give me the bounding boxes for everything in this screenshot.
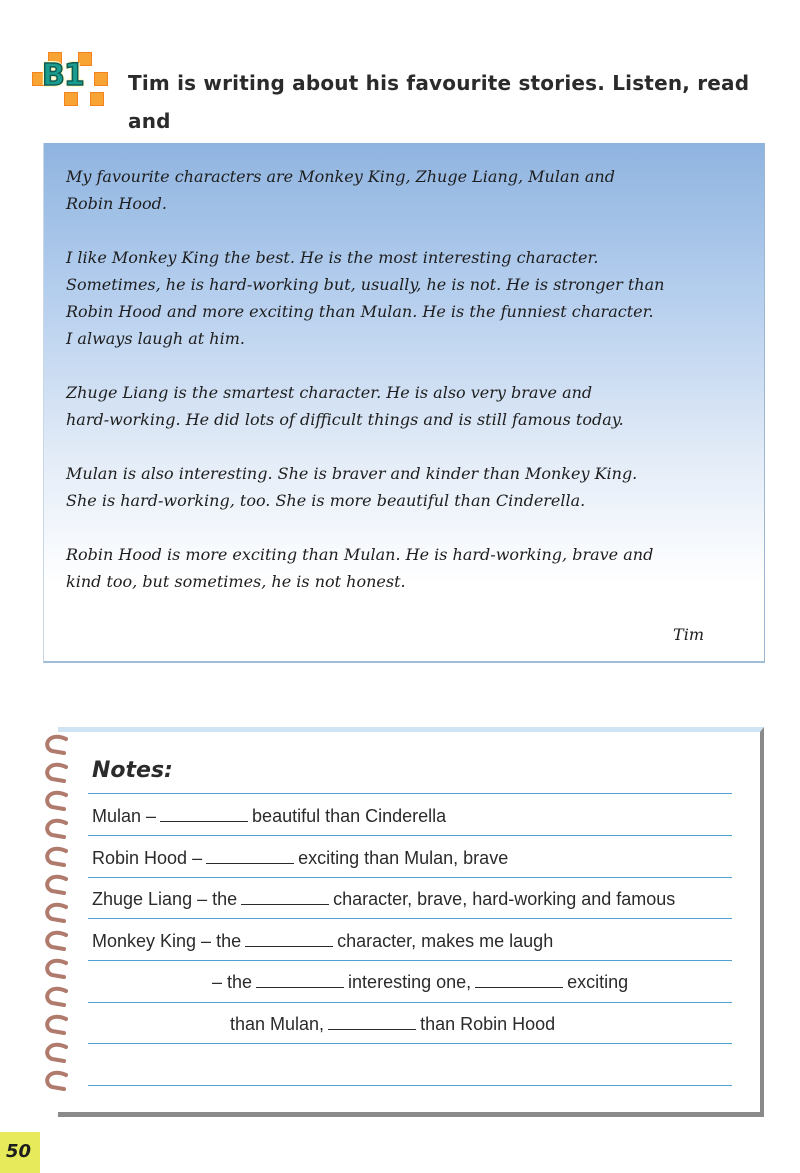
note-line-monkey-king: Monkey King – the character, makes me laugh <box>92 931 554 951</box>
badge-square-icon <box>94 72 108 86</box>
answer-blank[interactable] <box>256 971 344 988</box>
spiral-binding-icon <box>38 727 78 1102</box>
note-rule <box>88 918 732 919</box>
paragraph-5: Robin Hood is more exciting than Mulan. He is hard-working, brave and kind too, but sometimes, he is not honest. <box>66 545 654 591</box>
exercise-badge <box>32 52 108 108</box>
note-line-monkey-king-2: – the interesting one, exciting <box>212 972 629 992</box>
notes-notebook <box>58 727 764 1117</box>
note-rule <box>88 835 732 836</box>
page-number-tab <box>0 1132 40 1173</box>
answer-blank[interactable] <box>328 1013 416 1030</box>
answer-blank[interactable] <box>475 971 563 988</box>
badge-label: B1 <box>42 58 84 93</box>
page-number: 50 <box>6 1141 32 1162</box>
paragraph-4: Mulan is also interesting. She is braver and kinder than Monkey King. She is hard-working, too. She is more beautiful than Cinderella. <box>66 464 638 510</box>
answer-blank[interactable] <box>245 930 333 947</box>
answer-blank[interactable] <box>241 888 329 905</box>
signature: Tim <box>673 625 704 644</box>
note-rule <box>88 1002 732 1003</box>
reading-passage <box>43 143 765 663</box>
note-line-zhuge-liang: Zhuge Liang – the character, brave, hard-working and famous <box>92 889 676 909</box>
note-rule <box>88 793 732 794</box>
note-rule <box>88 877 732 878</box>
badge-square-icon <box>64 92 78 106</box>
note-rule <box>88 1043 732 1044</box>
paragraph-1: My favourite characters are Monkey King, Zhuge Liang, Mulan and Robin Hood. <box>66 167 615 213</box>
note-line-robin-hood: Robin Hood – exciting than Mulan, brave <box>92 848 509 868</box>
note-line-monkey-king-3: than Mulan, than Robin Hood <box>230 1014 556 1034</box>
notes-title: Notes: <box>92 758 173 783</box>
answer-blank[interactable] <box>206 847 294 864</box>
badge-square-icon <box>90 92 104 106</box>
note-rule <box>88 960 732 961</box>
paragraph-3: Zhuge Liang is the smartest character. He is also very brave and hard-working. He did lots of difficult things and is still famous today. <box>66 383 624 429</box>
note-rule <box>88 1085 732 1086</box>
instruction-line-1: Tim is writing about his favourite stories. Listen, read and <box>128 71 750 133</box>
note-line-mulan: Mulan – beautiful than Cinderella <box>92 806 447 826</box>
paragraph-2: I like Monkey King the best. He is the most interesting character. Sometimes, he is hard-working but, usually, he is not. He is stronger than Robin Hood and more exciting than Mulan. He is the funniest character. I always laugh at him. <box>66 248 665 348</box>
answer-blank[interactable] <box>160 805 248 822</box>
